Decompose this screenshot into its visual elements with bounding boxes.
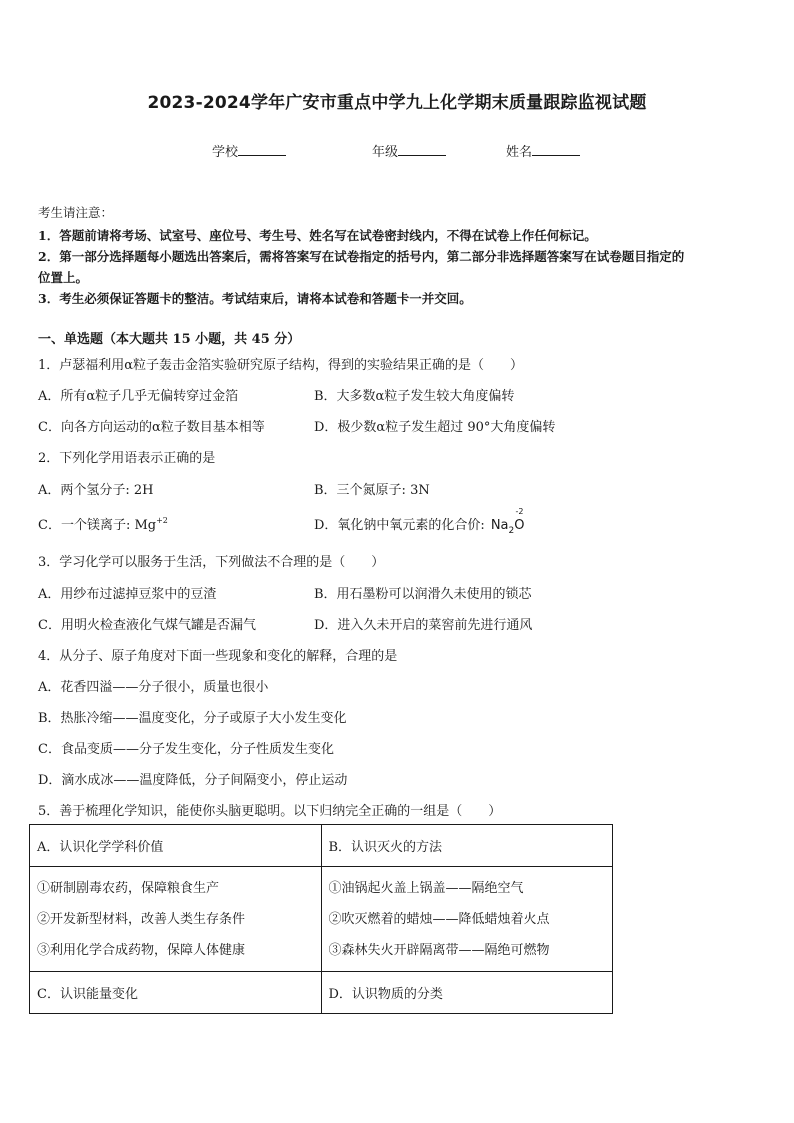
table-cell-a-items (30, 867, 322, 972)
notice-item: 3．考生必须保证答题卡的整洁。考试结束后，请将本试卷和答题卡一并交回。 (38, 291, 472, 306)
question-2-option-a: A．两个氢分子: 2H (38, 483, 154, 498)
question-3-option-c: C．用明火检查液化气煤气罐是否漏气 (38, 618, 256, 633)
option-c-text: C．一个镁离子: Mg (38, 518, 157, 533)
question-1-option-d: D．极少数α粒子发生超过 90°大角度偏转 (314, 420, 556, 435)
sodium-oxide-formula (490, 507, 525, 536)
exam-notice (38, 202, 768, 309)
school-field (212, 141, 286, 160)
list-item: ②开发新型材料，改善人类生存条件 (37, 911, 246, 927)
question-2-option-d (314, 507, 525, 536)
question-3-option-a: A．用纱布过滤掉豆浆中的豆渣 (38, 587, 217, 602)
question-5-stem: 5．善于梳理化学知识，能使你头脑更聪明。以下归纳完全正确的一组是（ ） (38, 804, 502, 819)
table-row (30, 825, 613, 867)
question-3-option-b: B．用石墨粉可以润滑久未使用的锁芯 (314, 587, 532, 602)
notice-item: 1．答题前请将考场、试室号、座位号、考生号、姓名写在试卷密封线内，不得在试卷上作任何标记。 (38, 228, 597, 243)
question-4-option-b: B．热胀冷缩——温度变化，分子或原子大小发生变化 (38, 711, 347, 726)
formula-valence: -2 (515, 507, 524, 516)
formula-na: Na (490, 518, 509, 533)
question-3-option-d: D．进入久未开启的菜窖前先进行通风 (314, 618, 533, 633)
question-2-option-b: B．三个氮原子: 3N (314, 483, 430, 498)
notice-item: 位置上。 (38, 270, 89, 285)
name-field (506, 141, 580, 160)
grade-field (372, 141, 446, 160)
table-cell-b-items (321, 867, 613, 972)
school-blank (238, 143, 286, 156)
school-label: 学校 (212, 145, 239, 160)
grade-label: 年级 (372, 145, 399, 160)
notice-heading: 考生请注意： (38, 205, 114, 220)
question-4-option-c: C．食品变质——分子发生变化，分子性质发生变化 (38, 742, 334, 757)
question-4-stem: 4．从分子、原子角度对下面一些现象和变化的解释，合理的是 (38, 649, 398, 664)
list-item: ③森林失火开辟隔离带——隔绝可燃物 (328, 942, 550, 958)
question-4-option-a: A．花香四溢——分子很小，质量也很小 (38, 680, 269, 695)
list-item: ①油锅起火盖上锅盖——隔绝空气 (328, 880, 524, 896)
formula-subscript: 2 (508, 526, 515, 536)
name-label: 姓名 (506, 145, 533, 160)
page-title: 2023-2024学年广安市重点中学九上化学期末质量跟踪监视试题 (147, 93, 647, 113)
question-4-option-d: D．滴水成冰——温度降低，分子间隔变小，停止运动 (38, 773, 348, 788)
question-2-stem: 2．下列化学用语表示正确的是 (38, 451, 216, 466)
name-blank (532, 143, 580, 156)
question-2-option-c (38, 514, 168, 533)
question-5-table (29, 824, 613, 1014)
table-cell-d-head: D．认识物质的分类 (321, 972, 613, 1014)
list-item: ①研制剧毒农药，保障粮食生产 (37, 880, 220, 896)
table-cell-c-head: C．认识能量变化 (30, 972, 322, 1014)
table-cell-b-head: B．认识灭火的方法 (321, 825, 613, 867)
list-item: ③利用化学合成药物，保障人体健康 (37, 942, 246, 958)
question-1-option-a: A．所有α粒子几乎无偏转穿过金箔 (38, 389, 239, 404)
table-row (30, 867, 613, 972)
grade-blank (398, 143, 446, 156)
option-d-text: D．氧化钠中氧元素的化合价: (314, 518, 485, 533)
notice-item: 2．第一部分选择题每小题选出答案后，需将答案写在试卷指定的括号内，第二部分非选择题答案写在试卷题目指定的 (38, 249, 685, 264)
question-1-option-c: C．向各方向运动的α粒子数目基本相等 (38, 420, 265, 435)
section-title: 一、单选题（本大题共 15 小题，共 45 分） (38, 332, 301, 347)
table-cell-a-head: A．认识化学学科价值 (30, 825, 322, 867)
question-3-stem: 3．学习化学可以服务于生活，下列做法不合理的是（ ） (38, 555, 385, 570)
question-1-stem: 1．卢瑟福利用α粒子轰击金箔实验研究原子结构，得到的实验结果正确的是（ ） (38, 358, 524, 373)
formula-o: O (514, 518, 525, 533)
mg-charge: +2 (156, 516, 168, 525)
list-item: ②吹灭燃着的蜡烛——降低蜡烛着火点 (328, 911, 550, 927)
table-row (30, 972, 613, 1014)
question-1-option-b: B．大多数α粒子发生较大角度偏转 (314, 389, 515, 404)
